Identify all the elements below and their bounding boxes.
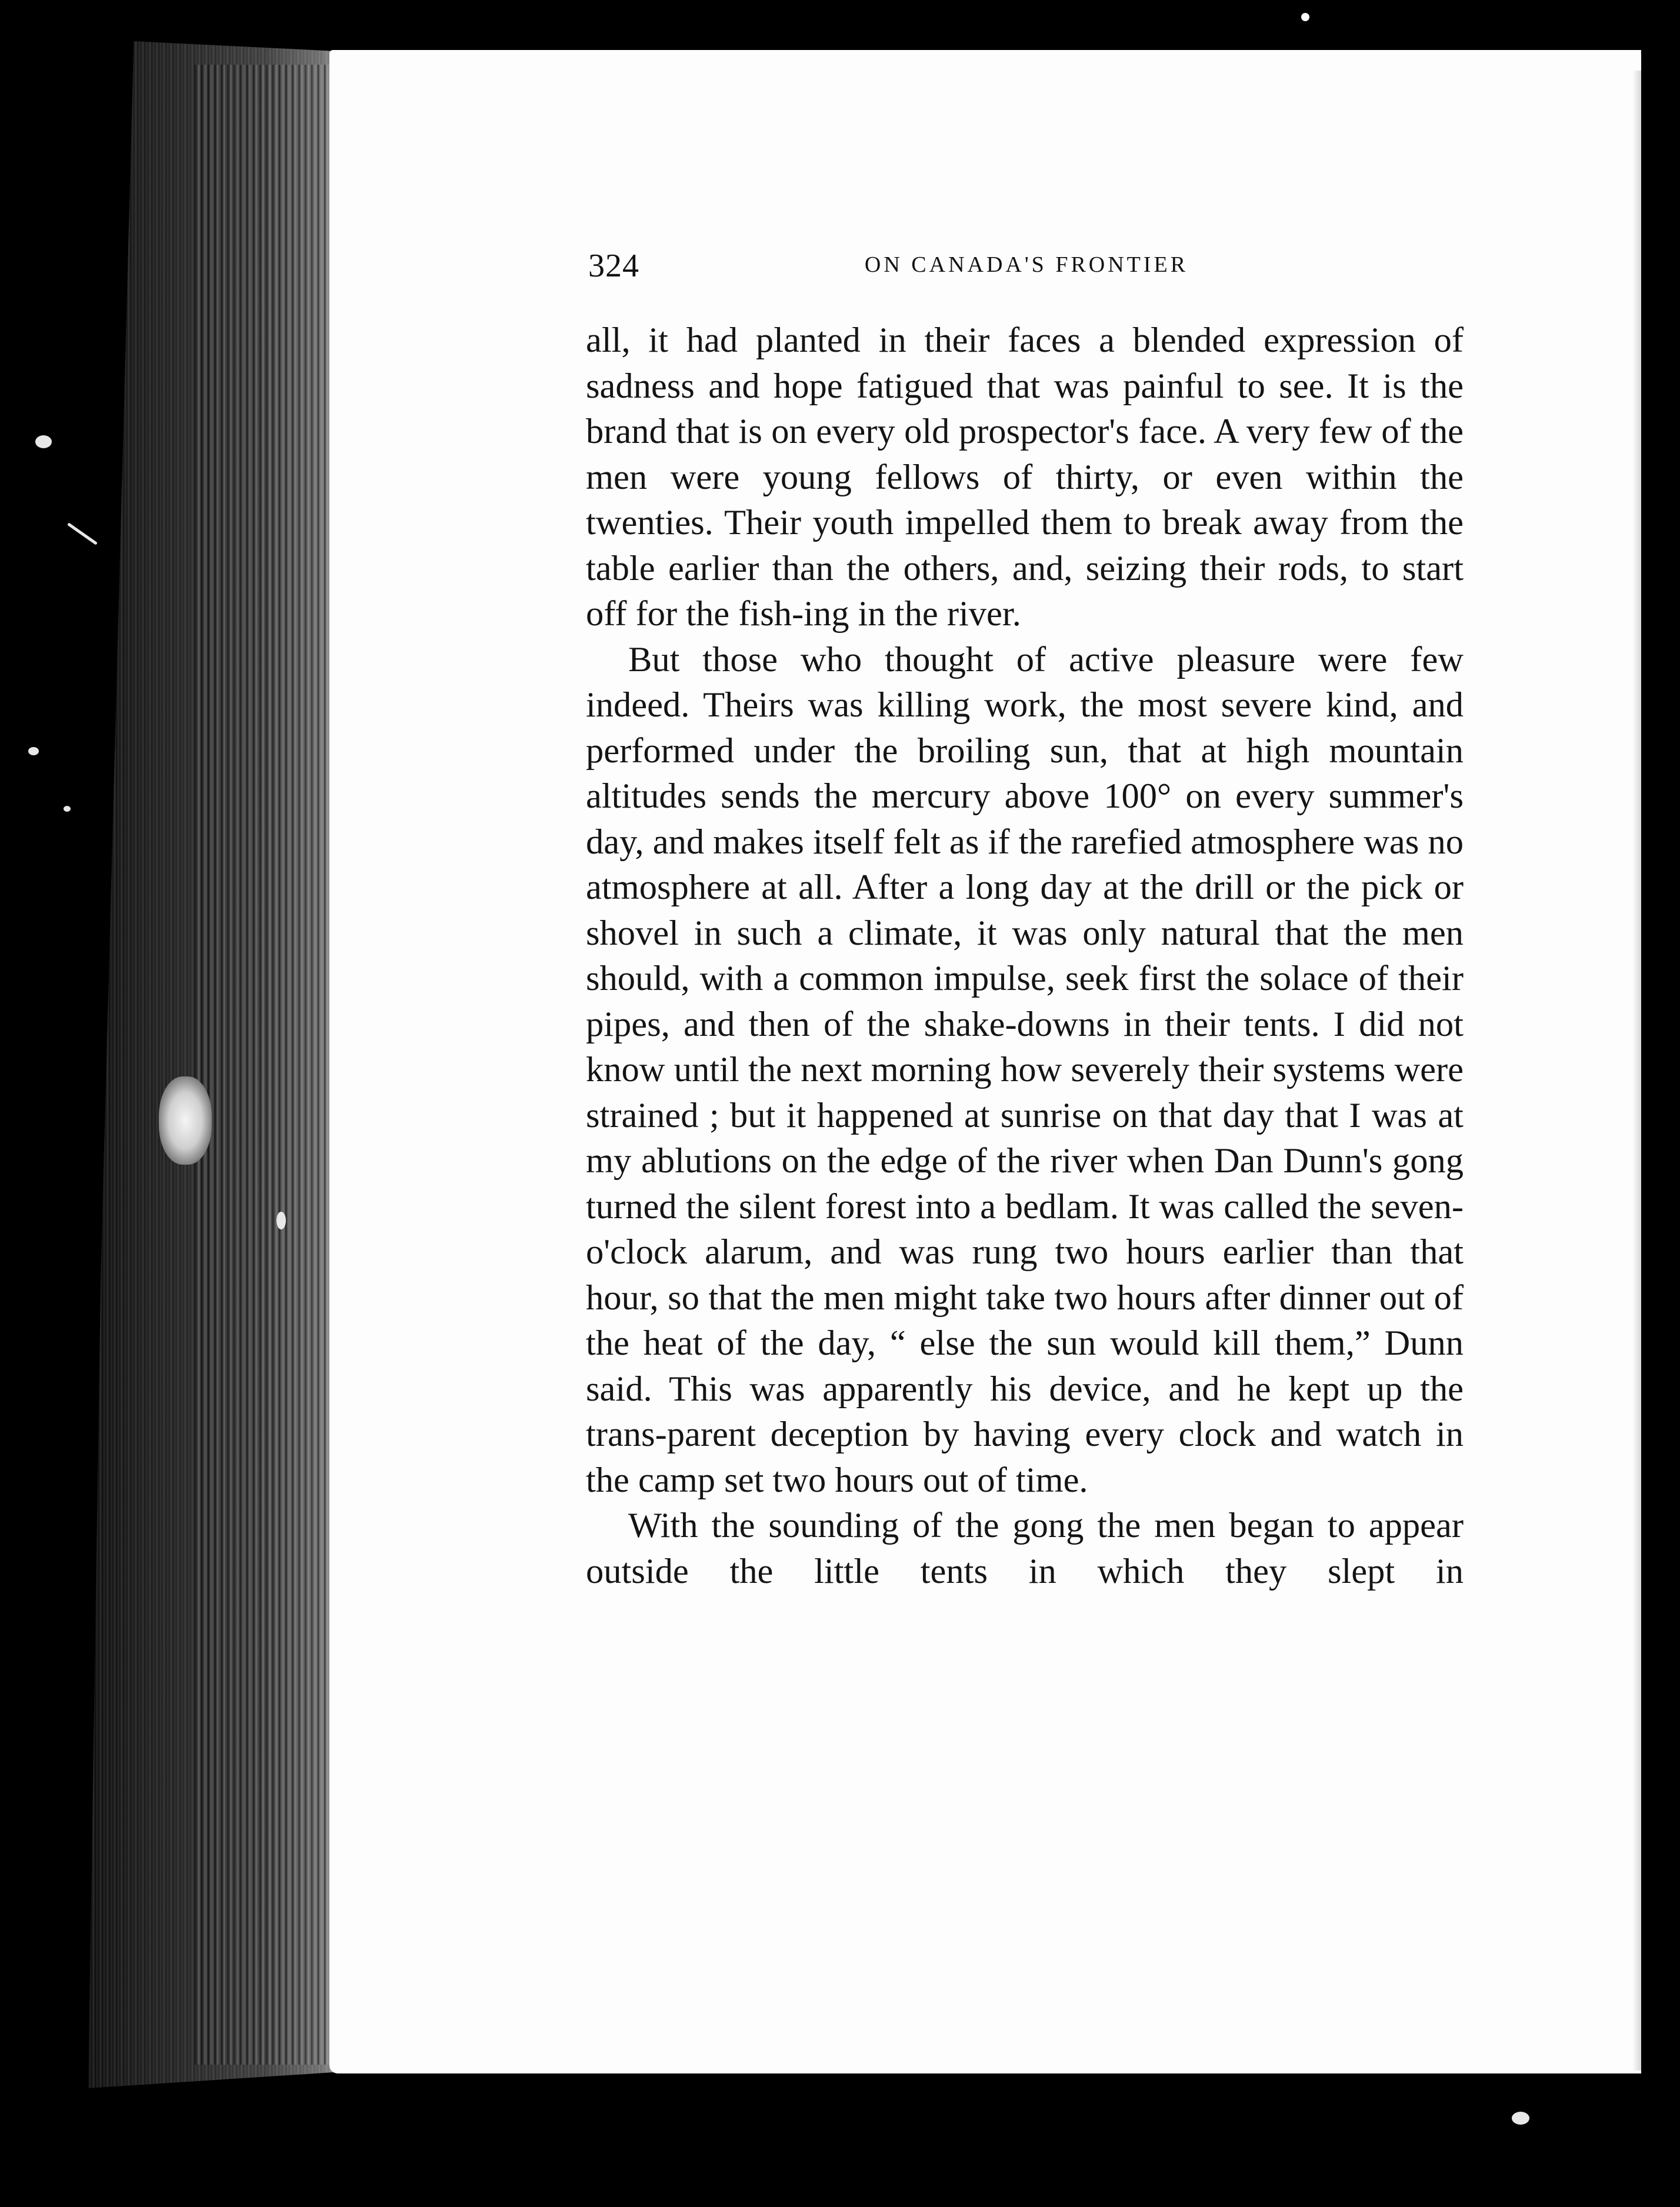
paragraph-1: all, it had planted in their faces a blended expression of sadness and hope fatigued that was painful to see. It is the brand that is on every old prospector's face. A very few of the men were young fellows of thirty, or even within the twenties. Their youth impelled them to break away from the table earlier than the others, and, seizing their rods, to start off for the fish-ing in the river.: [586, 321, 1464, 634]
running-title: ON CANADA'S FRONTIER: [864, 252, 1189, 277]
dust-speck: [276, 1212, 286, 1229]
body-text: [586, 318, 1464, 1594]
paragraph-2: But those who thought of active pleasure were few indeed. Theirs was killing work, the most severe kind, and performed under the broiling sun, that at high mountain altitudes sends the mercury above 100° on every summer's day, and makes itself felt as if the rarefied atmosphere was no atmosphere at all. After a long day at the drill or the pick or shovel in such a climate, it was only natural that the men should, with a common impulse, seek first the solace of their pipes, and then of the shake-downs in their tents. I did not know until the next morning how severely their systems were strained ; but it happened at sunrise on that day that I was at my ablutions on the edge of the river when Dan Dunn's gong turned the silent forest into a bedlam. It was called the seven-o'clock alarum, and was rung two hours earlier than that hour, so that the men might take two hours after dinner out of the heat of the day, “ else the sun would kill them,” Dunn said. This was apparently his device, and he kept up the trans-parent deception by having every clock and watch in the camp set two hours out of time.: [586, 639, 1464, 1500]
dust-speck: [67, 522, 98, 545]
dust-speck: [1301, 13, 1309, 21]
page-edge-lines: [194, 65, 329, 2065]
dust-speck: [64, 806, 71, 812]
paper-stain: [159, 1076, 212, 1165]
right-binding-edge: [1641, 35, 1680, 2207]
paragraph-3: With the sounding of the gong the men began to appear outside the little tents in which they slept in: [586, 1506, 1464, 1591]
running-head: [588, 247, 1465, 294]
dust-speck: [28, 747, 39, 755]
dust-speck: [1512, 2112, 1529, 2125]
dust-speck: [35, 435, 52, 448]
page-number: 324: [588, 248, 639, 284]
